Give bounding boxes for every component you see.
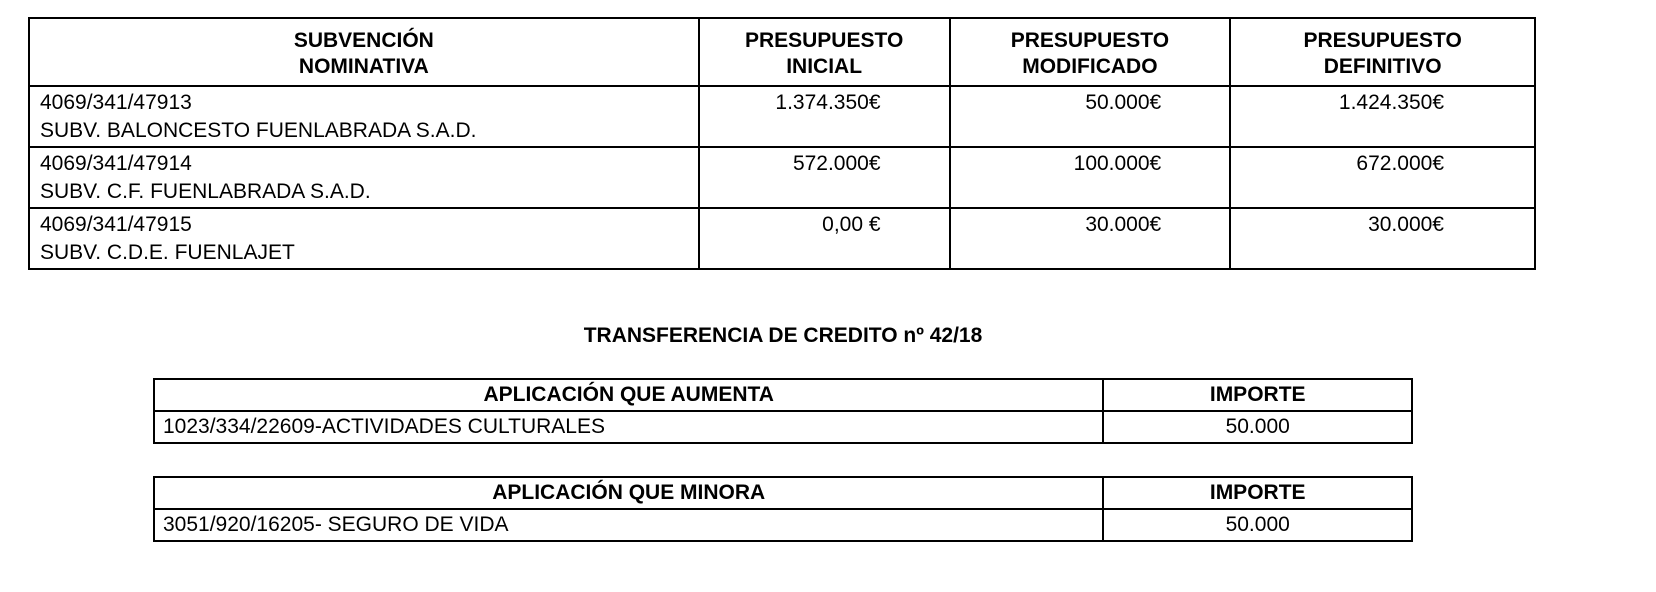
aplicacion-cell: 1023/334/22609-ACTIVIDADES CULTURALES [154, 411, 1103, 443]
subvencion-cell [29, 208, 699, 269]
table-row [29, 86, 1535, 147]
subvencion-cell [29, 86, 699, 147]
subvencion-cell [29, 147, 699, 208]
presupuesto-definitivo-cell: 672.000€ [1230, 147, 1535, 208]
header-subvencion: SUBVENCIÓN NOMINATIVA [29, 18, 699, 86]
subvencion-name: SUBV. BALONCESTO FUENLABRADA S.A.D. [40, 119, 477, 142]
table-header-row [154, 379, 1412, 411]
presupuesto-definitivo-cell: 30.000€ [1230, 208, 1535, 269]
presupuesto-inicial-cell: 1.374.350€ [699, 86, 950, 147]
presupuesto-inicial-cell: 0,00 € [699, 208, 950, 269]
subvencion-code: 4069/341/47913 [40, 91, 192, 114]
importe-cell: 50.000 [1103, 411, 1412, 443]
header-presupuesto-modificado: PRESUPUESTO MODIFICADO [950, 18, 1231, 86]
presupuesto-inicial-cell: 572.000€ [699, 147, 950, 208]
header-presupuesto-definitivo: PRESUPUESTO DEFINITIVO [1230, 18, 1535, 86]
subvenciones-table [28, 17, 1536, 270]
subvencion-code: 4069/341/47914 [40, 152, 192, 175]
subvencion-code: 4069/341/47915 [40, 213, 192, 236]
header-importe: IMPORTE [1103, 477, 1412, 509]
subvencion-name: SUBV. C.D.E. FUENLAJET [40, 241, 295, 264]
subvencion-name: SUBV. C.F. FUENLABRADA S.A.D. [40, 180, 371, 203]
presupuesto-modificado-cell: 30.000€ [950, 208, 1231, 269]
presupuesto-modificado-cell: 100.000€ [950, 147, 1231, 208]
table-row [29, 208, 1535, 269]
header-aplicacion-minora: APLICACIÓN QUE MINORA [154, 477, 1103, 509]
table-row [29, 147, 1535, 208]
presupuesto-definitivo-cell: 1.424.350€ [1230, 86, 1535, 147]
header-importe: IMPORTE [1103, 379, 1412, 411]
table-row [154, 509, 1412, 541]
aplicacion-minora-table [153, 476, 1413, 542]
table-header-row [29, 18, 1535, 86]
table-header-row [154, 477, 1412, 509]
aplicacion-aumenta-table [153, 378, 1413, 444]
presupuesto-modificado-cell: 50.000€ [950, 86, 1231, 147]
aplicacion-cell: 3051/920/16205- SEGURO DE VIDA [154, 509, 1103, 541]
section-title: TRANSFERENCIA DE CREDITO nº 42/18 [583, 324, 983, 347]
table-row [154, 411, 1412, 443]
header-presupuesto-inicial: PRESUPUESTO INICIAL [699, 18, 950, 86]
importe-cell: 50.000 [1103, 509, 1412, 541]
header-aplicacion-aumenta: APLICACIÓN QUE AUMENTA [154, 379, 1103, 411]
